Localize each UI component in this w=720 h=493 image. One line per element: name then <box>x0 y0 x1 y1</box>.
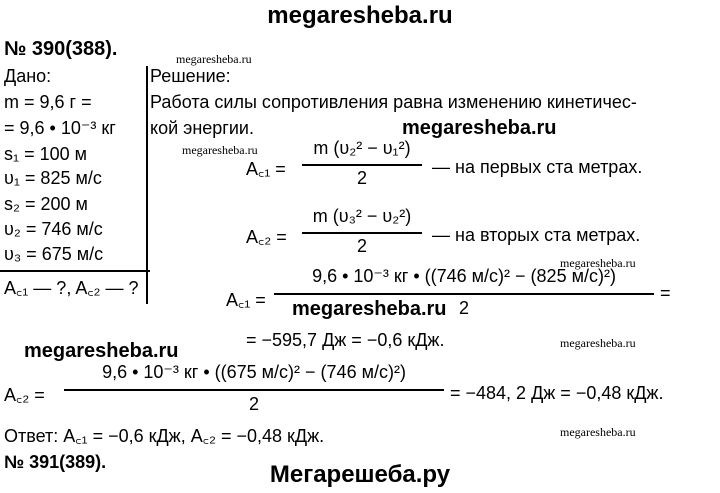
eq1-fraction-bar <box>302 164 422 166</box>
given-heading: Дано: <box>4 66 52 86</box>
eq3-denominator: 2 <box>458 298 469 318</box>
eq4-denominator: 2 <box>248 394 259 414</box>
given-line: s₁ = 100 м <box>4 144 87 164</box>
eq1-denominator: 2 <box>356 168 367 188</box>
given-line: υ₁ = 825 м/с <box>4 168 102 188</box>
eq1-note: — на первых ста метрах. <box>432 157 643 177</box>
given-line: s₂ = 200 м <box>4 194 88 214</box>
eq2-note: — на вторых ста метрах. <box>432 225 641 245</box>
watermark-top[interactable]: megaresheba.ru <box>267 2 453 29</box>
watermark-small: megaresheba.ru <box>560 256 636 270</box>
problem-number: № 390(388). <box>4 38 118 60</box>
given-line: m = 9,6 г = <box>4 92 92 112</box>
solution-intro: Работа силы сопротивления равна изменению кинетичес- <box>150 92 637 112</box>
eq2-lhs: A꜀₂ = <box>246 227 287 247</box>
given-line: υ₂ = 746 м/с <box>4 219 103 239</box>
eq4-tail: = −484, 2 Дж = −0,48 кДж. <box>450 383 664 403</box>
eq2-fraction-bar <box>302 232 422 234</box>
eq3-lhs: A꜀₁ = <box>226 290 266 310</box>
eq4-numerator: 9,6 • 10⁻³ кг • ((675 м/с)² − (746 м/с)²) <box>102 362 406 382</box>
given-line: = 9,6 • 10⁻³ кг <box>4 118 116 138</box>
watermark-bottom[interactable]: Мегарешеба.ру <box>269 461 451 488</box>
watermark-small: megaresheba.ru <box>182 143 258 157</box>
next-problem-number: № 391(389). <box>4 452 107 472</box>
solution-intro: кой энергии. <box>150 118 254 138</box>
eq4-fraction-bar <box>64 389 444 391</box>
eq2-denominator: 2 <box>356 236 367 256</box>
given-divider <box>146 66 148 304</box>
eq3-tail: = <box>660 283 671 303</box>
eq3-fraction-bar <box>274 293 654 295</box>
watermark-bold: megaresheba.ru <box>292 298 447 320</box>
watermark-small: megaresheba.ru <box>176 52 252 66</box>
find-line: A꜀₁ — ?, A꜀₂ — ? <box>4 278 139 298</box>
watermark-bold: megaresheba.ru <box>24 340 179 362</box>
given-separator <box>0 270 150 272</box>
watermark-small: megaresheba.ru <box>560 425 636 439</box>
answer-line: Ответ: A꜀₁ = −0,6 кДж, A꜀₂ = −0,48 кДж. <box>4 426 325 446</box>
solution-heading: Решение: <box>150 66 231 86</box>
given-line: υ₃ = 675 м/с <box>4 244 104 264</box>
eq1-lhs: A꜀₁ = <box>246 159 286 179</box>
eq2-numerator: m (υ₃² − υ₂²) <box>312 206 412 226</box>
eq4-lhs: A꜀₂ = <box>4 385 45 405</box>
eq3-numerator: 9,6 • 10⁻³ кг • ((746 м/с)² − (825 м/с)²) <box>312 266 616 286</box>
eq1-numerator: m (υ₂² − υ₁²) <box>313 138 411 158</box>
watermark-bold: megaresheba.ru <box>402 117 557 139</box>
eq3-result: = −595,7 Дж = −0,6 кДж. <box>246 330 445 350</box>
watermark-small: megaresheba.ru <box>560 336 636 350</box>
